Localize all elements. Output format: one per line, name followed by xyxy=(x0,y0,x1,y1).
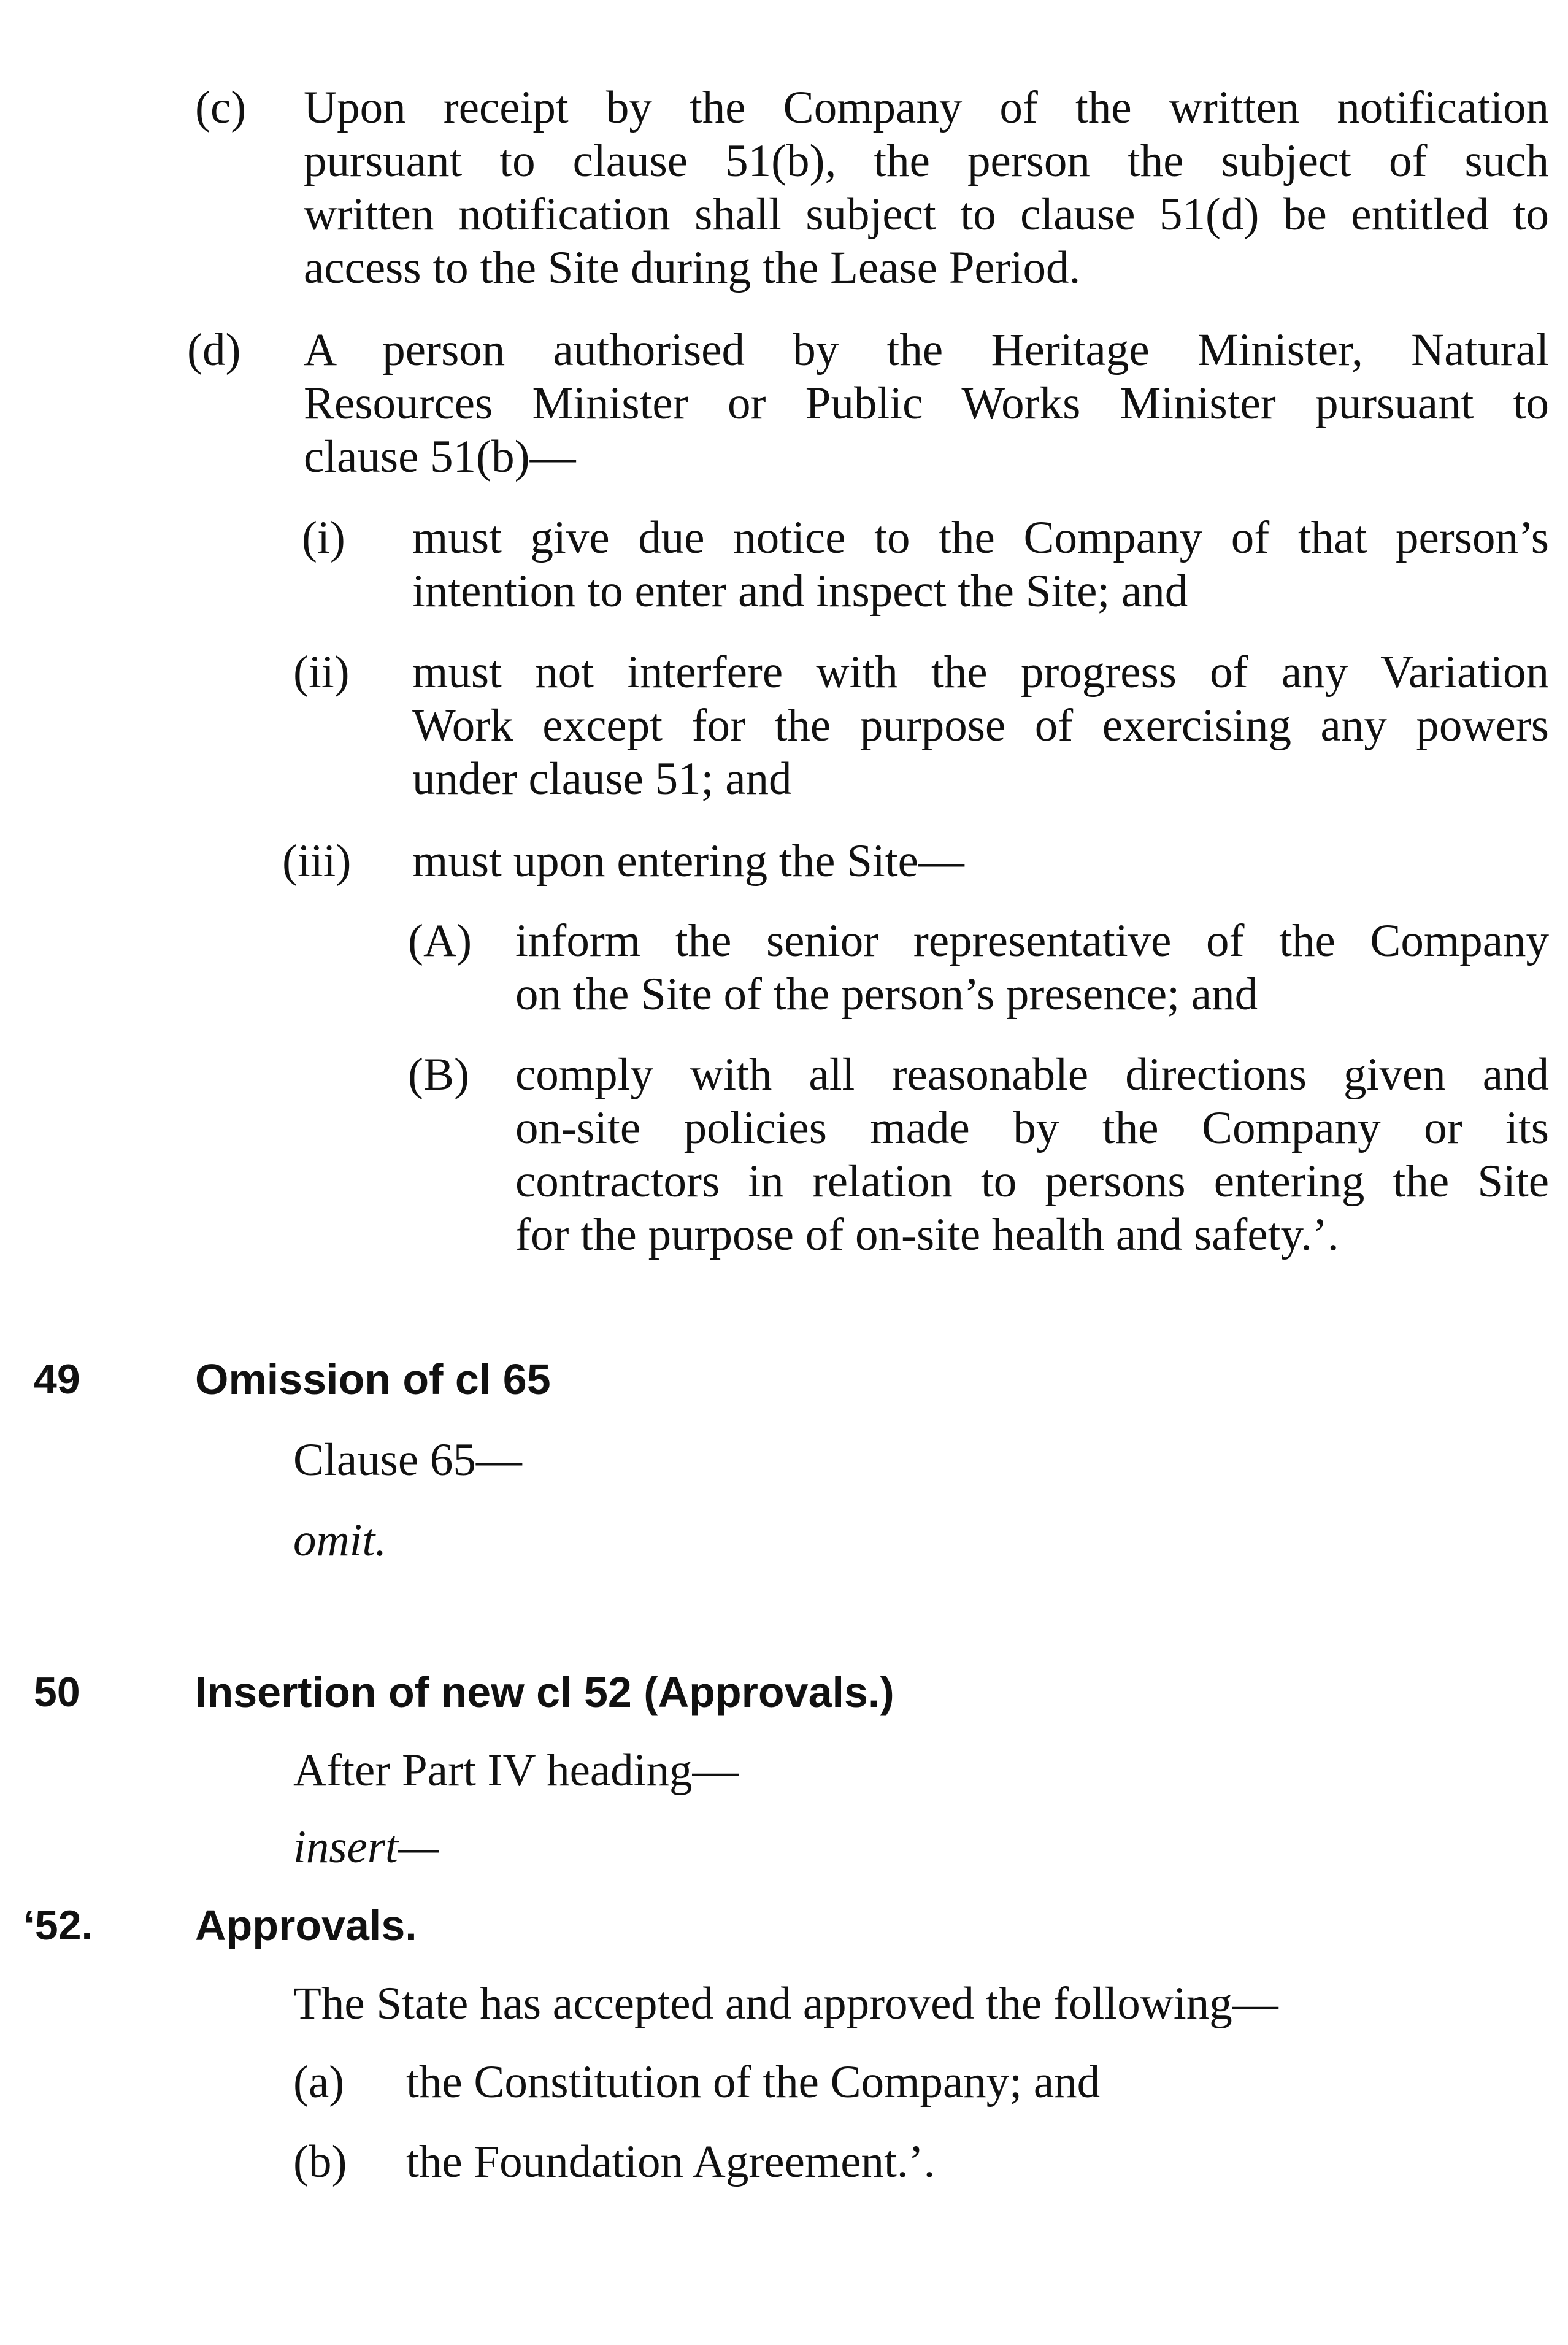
section-50-number: 50 xyxy=(34,1669,80,1715)
clause-d-i-line: must give due notice to the Company of that person’s xyxy=(412,512,1549,563)
clause-d-iii-a-text xyxy=(515,914,1549,1021)
clause-52-a-text: the Constitution of the Company; and xyxy=(406,2057,1101,2108)
section-49-line2: omit. xyxy=(293,1515,387,1566)
clause-c-text xyxy=(304,81,1549,295)
clause-d-iii-b-text xyxy=(515,1048,1549,1261)
clause-52-intro: The State has accepted and approved the following— xyxy=(293,1978,1278,2029)
clause-52-b-text: the Foundation Agreement.’. xyxy=(406,2136,936,2187)
clause-52-a-label: (a) xyxy=(293,2057,345,2108)
clause-d-label: (d) xyxy=(187,325,241,375)
clause-d-iii-b-line: for the purpose of on-site health and safety.’. xyxy=(515,1209,1339,1260)
clause-d-iii-a-line: on the Site of the person’s presence; and xyxy=(515,969,1258,1020)
clause-d-iii-b-line: on-site policies made by the Company or its xyxy=(515,1103,1549,1153)
clause-d-ii-label: (ii) xyxy=(293,647,350,698)
clause-52-heading: Approvals. xyxy=(195,1901,417,1949)
clause-d-i-label: (i) xyxy=(302,512,345,563)
clause-52-number: ‘52. xyxy=(23,1902,93,1949)
clause-d-i-line: intention to enter and inspect the Site; and xyxy=(412,566,1188,617)
section-50-line1: After Part IV heading— xyxy=(293,1745,739,1796)
clause-c-line: access to the Site during the Lease Period. xyxy=(304,242,1081,293)
clause-d-line: Resources Minister or Public Works Minister pursuant to xyxy=(304,378,1549,429)
clause-d-text xyxy=(304,323,1549,483)
clause-d-iii-text xyxy=(412,834,1549,888)
clause-c-line: written notification shall subject to clause 51(d) be entitled to xyxy=(304,189,1549,240)
clause-c-label: (c) xyxy=(195,82,247,133)
clause-d-line: A person authorised by the Heritage Minister, Natural xyxy=(304,325,1549,375)
clause-c-line: pursuant to clause 51(b), the person the subject of such xyxy=(304,136,1549,187)
clause-d-iii-b-line: comply with all reasonable directions given and xyxy=(515,1049,1549,1100)
section-50-line2: insert— xyxy=(293,1822,439,1873)
clause-c-line: Upon receipt by the Company of the written notification xyxy=(304,82,1549,133)
section-49-heading: Omission of cl 65 xyxy=(195,1355,551,1403)
clause-d-i-text xyxy=(412,511,1549,618)
clause-d-iii-b-label: (B) xyxy=(408,1049,469,1100)
section-50-heading: Insertion of new cl 52 (Approvals.) xyxy=(195,1668,894,1716)
clause-d-ii-line: must not interfere with the progress of any Variation xyxy=(412,647,1549,698)
clause-d-iii-label: (iii) xyxy=(282,836,352,887)
clause-52-b-label: (b) xyxy=(293,2136,347,2187)
clause-d-iii-a-label: (A) xyxy=(408,915,472,966)
section-49-number: 49 xyxy=(34,1356,80,1403)
clause-d-iii-line: must upon entering the Site— xyxy=(412,836,964,887)
clause-d-iii-a-line: inform the senior representative of the Company xyxy=(515,915,1549,966)
clause-d-ii-line: Work except for the purpose of exercising any powers xyxy=(412,700,1549,751)
clause-d-iii-b-line: contractors in relation to persons entering the Site xyxy=(515,1156,1549,1207)
clause-d-line: clause 51(b)— xyxy=(304,431,576,482)
section-49-line1: Clause 65— xyxy=(293,1434,522,1485)
clause-d-ii-text xyxy=(412,645,1549,806)
clause-d-ii-line: under clause 51; and xyxy=(412,753,792,804)
